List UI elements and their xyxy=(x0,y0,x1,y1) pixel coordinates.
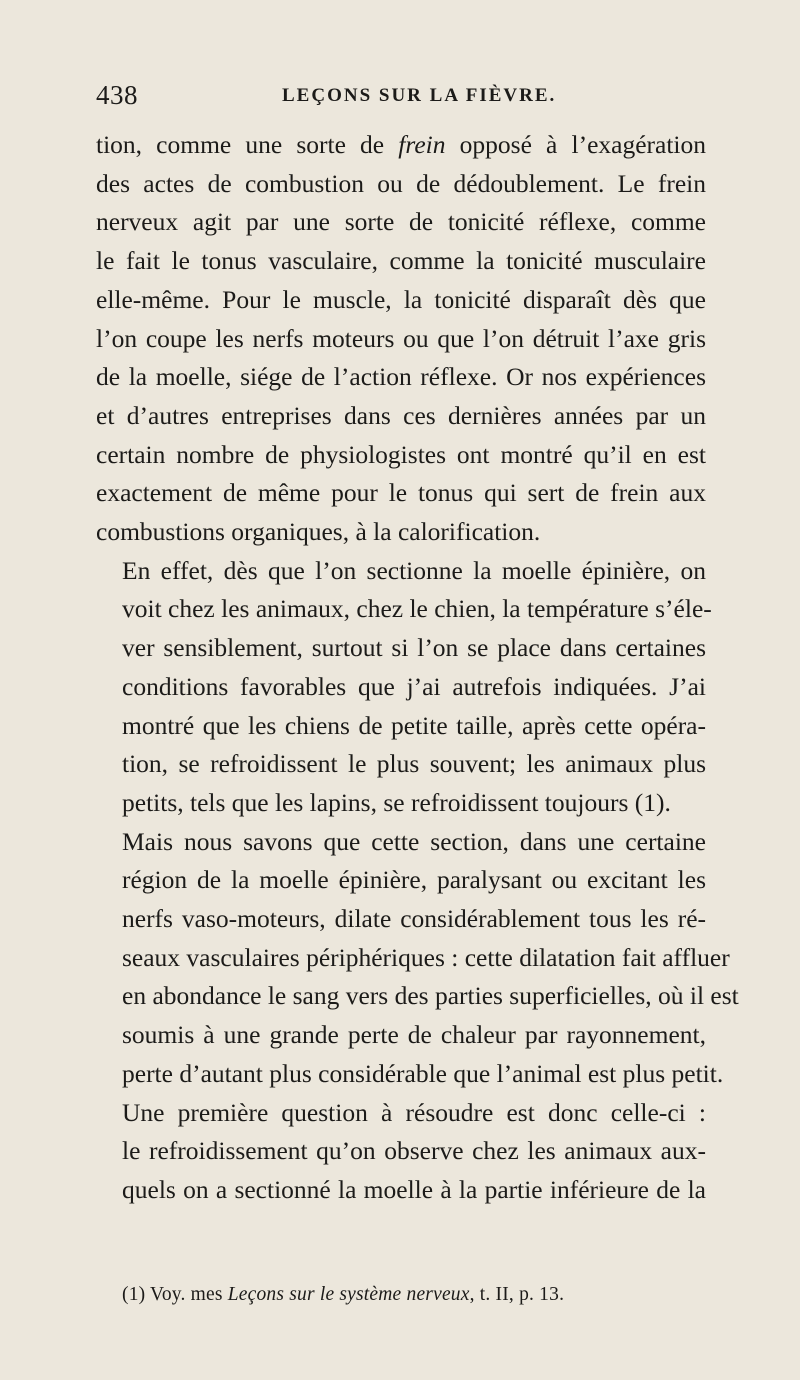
text-line: l’on coupe les nerfs moteurs ou que l’on détruit l’axe gris xyxy=(96,323,706,353)
text-line: et d’autres entreprises dans ces dernières années par un xyxy=(96,400,706,430)
footnote-italic-title: Leçons sur le système nerveux xyxy=(227,1284,470,1305)
text-line: nerfs vaso-moteurs, dilate considérablement tous les ré- xyxy=(122,904,706,934)
footnote xyxy=(122,1284,564,1306)
text-line: perte d’autant plus considérable que l’animal est plus petit. xyxy=(122,1058,724,1088)
paragraph-2 xyxy=(96,552,712,823)
text-line: le fait le tonus vasculaire, comme la tonicité musculaire xyxy=(96,246,706,276)
text-line: Une première question à résoudre est donc celle-ci : xyxy=(122,1097,706,1127)
text-line: des actes de combustion ou de dédoublement. Le frein xyxy=(96,168,706,198)
text-line: ver sensiblement, surtout si l’on se place dans certaines xyxy=(122,633,706,663)
text-run: tion, comme une sorte de xyxy=(96,130,399,159)
page-header xyxy=(96,80,706,116)
text-run: opposé à l’exagération xyxy=(445,130,706,159)
paragraph-1 xyxy=(96,126,706,552)
text-line: le refroidissement qu’on observe chez les animaux aux- xyxy=(122,1136,706,1166)
text-line: conditions favorables que j’ai autrefois indiquées. J’ai xyxy=(122,671,706,701)
text-line: voit chez les animaux, chez le chien, la température s’éle- xyxy=(122,594,712,624)
text-line: en abondance le sang vers des parties superficielles, où il est xyxy=(122,981,739,1011)
text-line: En effet, dès que l’on sectionne la moelle épinière, on xyxy=(122,555,706,585)
text-line: de la moelle, siége de l’action réflexe. Or nos expériences xyxy=(96,362,706,392)
running-title: LEÇONS SUR LA FIÈVRE. xyxy=(282,85,557,106)
text-line: Mais nous savons que cette section, dans une certaine xyxy=(122,826,706,856)
text-line: certain nombre de physiologistes ont montré qu’il en est xyxy=(96,439,706,469)
text-line: soumis à une grande perte de chaleur par rayonnement, xyxy=(122,1020,706,1050)
text-line xyxy=(96,126,706,165)
text-line: tion, se refroidissent le plus souvent; les animaux plus xyxy=(122,749,706,779)
text-line: nerveux agit par une sorte de tonicité réflexe, comme xyxy=(96,207,706,237)
paragraph-4 xyxy=(96,1094,706,1210)
footnote-text: (1) Voy. mes xyxy=(122,1284,228,1305)
page-number: 438 xyxy=(96,80,138,110)
text-line: combustions organiques, à la calorification. xyxy=(96,517,541,547)
body-text xyxy=(96,126,739,1210)
footnote-text: , t. II, p. 13. xyxy=(469,1284,565,1305)
text-line: exactement de même pour le tonus qui sert de frein aux xyxy=(96,478,706,508)
paragraph-3 xyxy=(96,823,739,1094)
italic-term: frein xyxy=(398,130,446,159)
text-line: seaux vasculaires périphériques : cette dilatation fait affluer xyxy=(122,942,730,972)
text-line: petits, tels que les lapins, se refroidissent toujours (1). xyxy=(122,787,671,817)
text-line: elle-même. Pour le muscle, la tonicité disparaît dès que xyxy=(96,284,706,314)
text-line: quels on a sectionné la moelle à la partie inférieure de la xyxy=(122,1174,706,1204)
text-line: montré que les chiens de petite taille, après cette opéra- xyxy=(122,710,706,740)
text-line: région de la moelle épinière, paralysant ou excitant les xyxy=(122,865,706,895)
